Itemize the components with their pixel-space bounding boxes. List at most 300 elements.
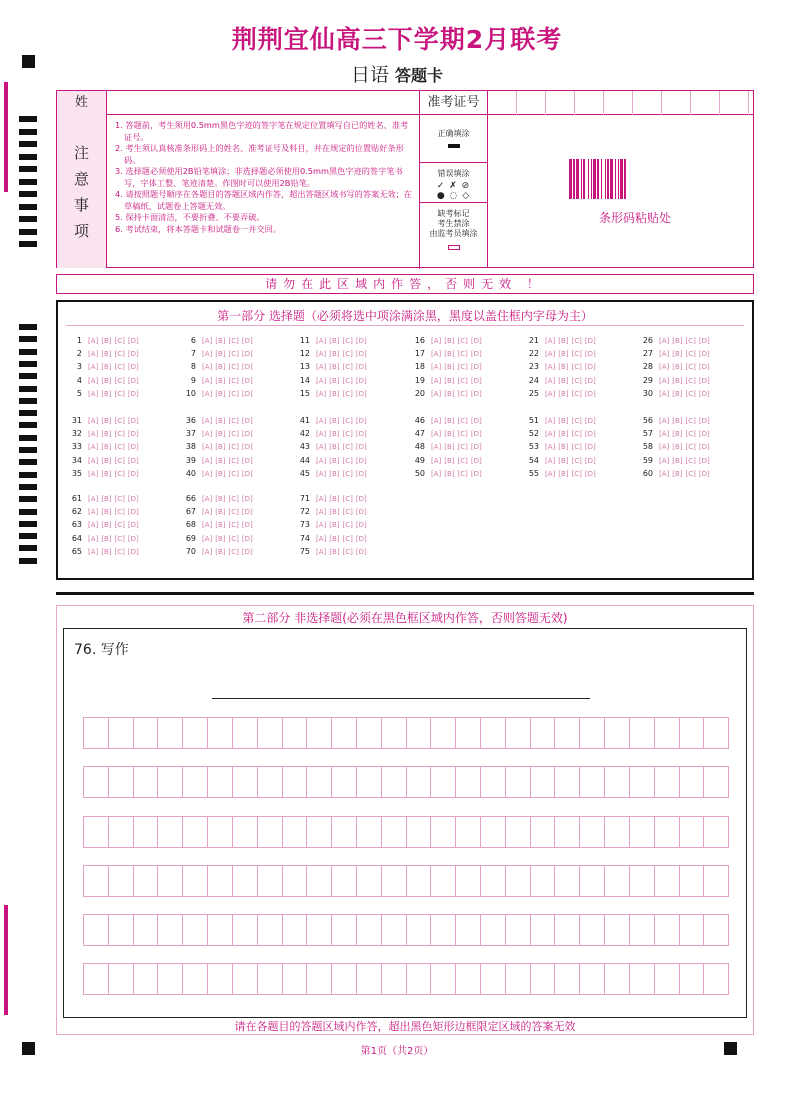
option-bubble[interactable]: [D] — [584, 469, 596, 478]
option-bubble[interactable]: [D] — [241, 508, 253, 517]
option-bubble[interactable]: [B] — [558, 430, 569, 439]
option-bubble[interactable]: [B] — [101, 495, 112, 503]
option-bubble[interactable]: [C] — [685, 376, 696, 385]
option-bubble[interactable]: [B] — [444, 363, 455, 372]
option-bubble[interactable]: [B] — [558, 456, 569, 465]
option-bubble[interactable]: [D] — [698, 456, 710, 465]
writing-cell[interactable] — [233, 866, 258, 896]
option-bubble[interactable]: [B] — [101, 547, 112, 556]
option-bubble[interactable]: [C] — [457, 430, 468, 439]
writing-cell[interactable] — [680, 817, 705, 847]
option-bubble[interactable]: [C] — [571, 350, 582, 359]
option-bubble[interactable]: [B] — [215, 469, 226, 478]
writing-cell[interactable] — [456, 866, 481, 896]
option-bubble[interactable]: [C] — [342, 389, 353, 398]
option-bubble[interactable]: [A] — [659, 469, 670, 478]
option-bubble[interactable]: [A] — [88, 376, 99, 385]
option-bubble[interactable]: [B] — [101, 389, 112, 398]
writing-cell[interactable] — [158, 866, 183, 896]
option-bubble[interactable]: [C] — [571, 417, 582, 425]
option-bubble[interactable]: [D] — [127, 495, 139, 503]
option-bubble[interactable]: [B] — [101, 521, 112, 530]
option-bubble[interactable]: [C] — [571, 430, 582, 439]
option-bubble[interactable]: [A] — [545, 417, 556, 425]
option-bubble[interactable]: [D] — [355, 534, 367, 543]
option-bubble[interactable]: [B] — [101, 417, 112, 425]
option-bubble[interactable]: [B] — [101, 443, 112, 452]
option-bubble[interactable]: [C] — [685, 363, 696, 372]
choice-question[interactable] — [66, 518, 142, 531]
writing-cell[interactable] — [680, 866, 705, 896]
writing-cell[interactable] — [382, 964, 407, 994]
choice-question[interactable] — [523, 334, 599, 347]
option-bubble[interactable]: [D] — [355, 389, 367, 398]
option-bubble[interactable]: [D] — [241, 534, 253, 543]
option-bubble[interactable]: [C] — [342, 469, 353, 478]
choice-question[interactable] — [409, 360, 485, 373]
choice-question[interactable] — [180, 440, 256, 453]
option-bubble[interactable]: [A] — [316, 350, 327, 359]
option-bubble[interactable]: [C] — [571, 443, 582, 452]
option-bubble[interactable]: [B] — [558, 376, 569, 385]
option-bubble[interactable]: [A] — [659, 389, 670, 398]
option-bubble[interactable]: [C] — [228, 495, 239, 503]
option-bubble[interactable]: [C] — [228, 363, 239, 372]
writing-cell[interactable] — [580, 915, 605, 945]
option-bubble[interactable]: [A] — [202, 534, 213, 543]
option-bubble[interactable]: [B] — [101, 337, 112, 345]
writing-cell[interactable] — [357, 866, 382, 896]
writing-cell[interactable] — [183, 817, 208, 847]
choice-question[interactable] — [523, 467, 599, 480]
option-bubble[interactable]: [D] — [241, 547, 253, 556]
writing-cell[interactable] — [407, 915, 432, 945]
option-bubble[interactable]: [B] — [329, 547, 340, 556]
writing-cell[interactable] — [109, 817, 134, 847]
option-bubble[interactable]: [B] — [558, 363, 569, 372]
choice-question[interactable] — [409, 427, 485, 440]
option-bubble[interactable]: [B] — [672, 389, 683, 398]
choice-question[interactable] — [523, 374, 599, 387]
choice-question[interactable] — [66, 347, 142, 360]
option-bubble[interactable]: [B] — [101, 363, 112, 372]
option-bubble[interactable]: [A] — [316, 508, 327, 517]
option-bubble[interactable]: [A] — [88, 337, 99, 345]
option-bubble[interactable]: [A] — [545, 363, 556, 372]
writing-cell[interactable] — [704, 767, 728, 797]
option-bubble[interactable]: [A] — [659, 337, 670, 345]
writing-cell[interactable] — [456, 915, 481, 945]
writing-cell[interactable] — [680, 964, 705, 994]
option-bubble[interactable]: [C] — [228, 376, 239, 385]
option-bubble[interactable]: [D] — [698, 430, 710, 439]
option-bubble[interactable]: [C] — [457, 350, 468, 359]
writing-cell[interactable] — [531, 718, 556, 748]
option-bubble[interactable]: [A] — [431, 363, 442, 372]
option-bubble[interactable]: [B] — [101, 350, 112, 359]
option-bubble[interactable]: [D] — [355, 337, 367, 345]
writing-cell[interactable] — [382, 866, 407, 896]
writing-cell[interactable] — [431, 767, 456, 797]
option-bubble[interactable]: [D] — [584, 363, 596, 372]
option-bubble[interactable]: [D] — [355, 430, 367, 439]
choice-question[interactable] — [180, 427, 256, 440]
option-bubble[interactable]: [B] — [215, 389, 226, 398]
option-bubble[interactable]: [D] — [355, 417, 367, 425]
option-bubble[interactable]: [A] — [316, 430, 327, 439]
writing-cell[interactable] — [283, 915, 308, 945]
option-bubble[interactable]: [B] — [101, 469, 112, 478]
writing-cell[interactable] — [283, 817, 308, 847]
option-bubble[interactable]: [A] — [659, 443, 670, 452]
choice-question[interactable] — [409, 440, 485, 453]
option-bubble[interactable]: [D] — [241, 430, 253, 439]
choice-question[interactable] — [294, 414, 370, 427]
choice-question[interactable] — [523, 387, 599, 400]
choice-question[interactable] — [180, 360, 256, 373]
choice-question[interactable] — [294, 440, 370, 453]
option-bubble[interactable]: [D] — [241, 376, 253, 385]
option-bubble[interactable]: [B] — [558, 337, 569, 345]
option-bubble[interactable]: [A] — [202, 389, 213, 398]
option-bubble[interactable]: [D] — [698, 443, 710, 452]
option-bubble[interactable]: [C] — [342, 534, 353, 543]
option-bubble[interactable]: [A] — [316, 495, 327, 503]
option-bubble[interactable]: [A] — [316, 456, 327, 465]
option-bubble[interactable]: [D] — [241, 417, 253, 425]
option-bubble[interactable]: [D] — [127, 534, 139, 543]
option-bubble[interactable]: [B] — [215, 547, 226, 556]
title-line[interactable] — [212, 698, 590, 699]
writing-cell[interactable] — [555, 718, 580, 748]
writing-cell[interactable] — [158, 817, 183, 847]
option-bubble[interactable]: [D] — [127, 443, 139, 452]
option-bubble[interactable]: [D] — [127, 521, 139, 530]
writing-cell[interactable] — [208, 718, 233, 748]
writing-cell[interactable] — [208, 866, 233, 896]
choice-question[interactable] — [66, 414, 142, 427]
writing-cell[interactable] — [431, 718, 456, 748]
option-bubble[interactable]: [A] — [202, 469, 213, 478]
option-bubble[interactable]: [D] — [127, 508, 139, 517]
option-bubble[interactable]: [A] — [88, 547, 99, 556]
option-bubble[interactable]: [B] — [215, 430, 226, 439]
writing-cell[interactable] — [481, 817, 506, 847]
option-bubble[interactable]: [B] — [101, 376, 112, 385]
option-bubble[interactable]: [A] — [431, 376, 442, 385]
writing-cell[interactable] — [630, 767, 655, 797]
option-bubble[interactable]: [B] — [672, 350, 683, 359]
writing-cell[interactable] — [109, 915, 134, 945]
option-bubble[interactable]: [A] — [431, 337, 442, 345]
writing-cell[interactable] — [655, 817, 680, 847]
option-bubble[interactable]: [D] — [241, 495, 253, 503]
writing-cell[interactable] — [332, 964, 357, 994]
option-bubble[interactable]: [A] — [545, 469, 556, 478]
option-bubble[interactable]: [D] — [698, 350, 710, 359]
option-bubble[interactable]: [C] — [571, 363, 582, 372]
option-bubble[interactable]: [D] — [241, 389, 253, 398]
option-bubble[interactable]: [C] — [342, 521, 353, 530]
choice-question[interactable] — [294, 467, 370, 480]
writing-cell[interactable] — [605, 915, 630, 945]
option-bubble[interactable]: [D] — [470, 469, 482, 478]
option-bubble[interactable]: [A] — [202, 443, 213, 452]
option-bubble[interactable]: [C] — [571, 337, 582, 345]
writing-cell[interactable] — [84, 718, 109, 748]
option-bubble[interactable]: [D] — [127, 456, 139, 465]
option-bubble[interactable]: [A] — [316, 363, 327, 372]
option-bubble[interactable]: [D] — [355, 443, 367, 452]
choice-question[interactable] — [637, 360, 713, 373]
writing-cell[interactable] — [357, 964, 382, 994]
writing-cell[interactable] — [307, 915, 332, 945]
choice-question[interactable] — [523, 454, 599, 467]
option-bubble[interactable]: [C] — [571, 389, 582, 398]
writing-cell[interactable] — [84, 866, 109, 896]
option-bubble[interactable]: [D] — [470, 389, 482, 398]
writing-cell[interactable] — [407, 817, 432, 847]
option-bubble[interactable]: [C] — [685, 350, 696, 359]
option-bubble[interactable]: [A] — [659, 363, 670, 372]
option-bubble[interactable]: [D] — [241, 456, 253, 465]
option-bubble[interactable]: [A] — [659, 456, 670, 465]
option-bubble[interactable]: [A] — [316, 469, 327, 478]
option-bubble[interactable]: [B] — [672, 469, 683, 478]
option-bubble[interactable]: [D] — [470, 350, 482, 359]
option-bubble[interactable]: [C] — [114, 443, 125, 452]
choice-question[interactable] — [409, 467, 485, 480]
writing-cell[interactable] — [332, 718, 357, 748]
writing-cell[interactable] — [506, 767, 531, 797]
writing-cell[interactable] — [580, 767, 605, 797]
option-bubble[interactable]: [C] — [228, 508, 239, 517]
option-bubble[interactable]: [A] — [659, 350, 670, 359]
option-bubble[interactable]: [A] — [202, 495, 213, 503]
choice-question[interactable] — [180, 374, 256, 387]
option-bubble[interactable]: [B] — [558, 417, 569, 425]
choice-question[interactable] — [180, 334, 256, 347]
option-bubble[interactable]: [B] — [329, 389, 340, 398]
choice-question[interactable] — [180, 492, 256, 505]
absent-box[interactable] — [448, 245, 460, 250]
option-bubble[interactable]: [D] — [584, 456, 596, 465]
option-bubble[interactable]: [C] — [114, 337, 125, 345]
option-bubble[interactable]: [D] — [241, 521, 253, 530]
option-bubble[interactable]: [A] — [316, 534, 327, 543]
option-bubble[interactable]: [B] — [444, 376, 455, 385]
choice-question[interactable] — [294, 454, 370, 467]
option-bubble[interactable]: [B] — [444, 350, 455, 359]
option-bubble[interactable]: [B] — [672, 363, 683, 372]
choice-question[interactable] — [409, 414, 485, 427]
option-bubble[interactable]: [C] — [114, 350, 125, 359]
option-bubble[interactable]: [B] — [444, 430, 455, 439]
writing-cell[interactable] — [704, 866, 728, 896]
writing-cell[interactable] — [680, 718, 705, 748]
writing-cell[interactable] — [481, 915, 506, 945]
writing-cell[interactable] — [84, 915, 109, 945]
writing-cell[interactable] — [407, 767, 432, 797]
choice-question[interactable] — [637, 454, 713, 467]
option-bubble[interactable]: [D] — [470, 456, 482, 465]
writing-cell[interactable] — [307, 767, 332, 797]
option-bubble[interactable]: [C] — [342, 430, 353, 439]
option-bubble[interactable]: [B] — [215, 350, 226, 359]
option-bubble[interactable]: [C] — [114, 417, 125, 425]
option-bubble[interactable]: [D] — [355, 376, 367, 385]
option-bubble[interactable]: [D] — [127, 376, 139, 385]
writing-cell[interactable] — [481, 718, 506, 748]
option-bubble[interactable]: [A] — [431, 469, 442, 478]
option-bubble[interactable]: [D] — [355, 456, 367, 465]
writing-cell[interactable] — [84, 817, 109, 847]
writing-cell[interactable] — [134, 964, 159, 994]
option-bubble[interactable]: [D] — [355, 521, 367, 530]
option-bubble[interactable]: [C] — [342, 443, 353, 452]
choice-question[interactable] — [294, 334, 370, 347]
writing-cell[interactable] — [258, 964, 283, 994]
writing-cell[interactable] — [431, 964, 456, 994]
choice-question[interactable] — [409, 374, 485, 387]
writing-cell[interactable] — [655, 767, 680, 797]
option-bubble[interactable]: [D] — [470, 376, 482, 385]
writing-cell[interactable] — [555, 866, 580, 896]
option-bubble[interactable]: [C] — [228, 547, 239, 556]
option-bubble[interactable]: [A] — [88, 363, 99, 372]
option-bubble[interactable]: [D] — [127, 350, 139, 359]
option-bubble[interactable]: [B] — [444, 389, 455, 398]
writing-cell[interactable] — [506, 718, 531, 748]
choice-question[interactable] — [180, 414, 256, 427]
option-bubble[interactable]: [A] — [545, 456, 556, 465]
writing-cell[interactable] — [109, 767, 134, 797]
writing-cell[interactable] — [183, 718, 208, 748]
writing-cell[interactable] — [382, 915, 407, 945]
choice-question[interactable] — [66, 360, 142, 373]
writing-cell[interactable] — [84, 767, 109, 797]
writing-cell[interactable] — [258, 718, 283, 748]
option-bubble[interactable]: [D] — [470, 337, 482, 345]
choice-question[interactable] — [294, 545, 370, 558]
writing-cell[interactable] — [158, 964, 183, 994]
choice-question[interactable] — [409, 334, 485, 347]
option-bubble[interactable]: [D] — [127, 337, 139, 345]
option-bubble[interactable]: [B] — [329, 534, 340, 543]
choice-question[interactable] — [637, 374, 713, 387]
option-bubble[interactable]: [A] — [545, 337, 556, 345]
writing-cell[interactable] — [605, 866, 630, 896]
option-bubble[interactable]: [B] — [215, 508, 226, 517]
choice-question[interactable] — [637, 440, 713, 453]
option-bubble[interactable]: [C] — [114, 495, 125, 503]
writing-cell[interactable] — [431, 866, 456, 896]
option-bubble[interactable]: [B] — [215, 376, 226, 385]
option-bubble[interactable]: [B] — [215, 456, 226, 465]
choice-question[interactable] — [523, 360, 599, 373]
option-bubble[interactable]: [C] — [228, 350, 239, 359]
writing-cell[interactable] — [233, 964, 258, 994]
writing-cell[interactable] — [134, 718, 159, 748]
option-bubble[interactable]: [A] — [316, 417, 327, 425]
choice-question[interactable] — [294, 505, 370, 518]
option-bubble[interactable]: [B] — [672, 430, 683, 439]
option-bubble[interactable]: [C] — [114, 430, 125, 439]
option-bubble[interactable]: [A] — [431, 417, 442, 425]
option-bubble[interactable]: [D] — [127, 430, 139, 439]
choice-question[interactable] — [180, 347, 256, 360]
choice-question[interactable] — [294, 360, 370, 373]
writing-cell[interactable] — [307, 964, 332, 994]
option-bubble[interactable]: [B] — [444, 456, 455, 465]
writing-cell[interactable] — [109, 718, 134, 748]
option-bubble[interactable]: [C] — [457, 389, 468, 398]
option-bubble[interactable]: [A] — [88, 430, 99, 439]
option-bubble[interactable]: [C] — [228, 430, 239, 439]
choice-question[interactable] — [66, 467, 142, 480]
option-bubble[interactable]: [B] — [329, 521, 340, 530]
option-bubble[interactable]: [C] — [457, 376, 468, 385]
option-bubble[interactable]: [A] — [202, 350, 213, 359]
option-bubble[interactable]: [D] — [584, 337, 596, 345]
writing-cell[interactable] — [481, 767, 506, 797]
option-bubble[interactable]: [A] — [316, 389, 327, 398]
option-bubble[interactable]: [C] — [342, 417, 353, 425]
choice-question[interactable] — [409, 387, 485, 400]
option-bubble[interactable]: [C] — [228, 456, 239, 465]
option-bubble[interactable]: [B] — [672, 443, 683, 452]
choice-question[interactable] — [409, 454, 485, 467]
writing-cell[interactable] — [109, 964, 134, 994]
writing-cell[interactable] — [605, 964, 630, 994]
writing-cell[interactable] — [134, 817, 159, 847]
option-bubble[interactable]: [B] — [444, 417, 455, 425]
option-bubble[interactable]: [C] — [114, 363, 125, 372]
writing-cell[interactable] — [283, 964, 308, 994]
option-bubble[interactable]: [A] — [88, 443, 99, 452]
option-bubble[interactable]: [B] — [215, 521, 226, 530]
option-bubble[interactable]: [A] — [202, 547, 213, 556]
option-bubble[interactable]: [C] — [685, 456, 696, 465]
writing-cell[interactable] — [134, 767, 159, 797]
option-bubble[interactable]: [C] — [228, 337, 239, 345]
option-bubble[interactable]: [A] — [545, 389, 556, 398]
option-bubble[interactable]: [D] — [470, 443, 482, 452]
writing-cell[interactable] — [233, 915, 258, 945]
writing-cell[interactable] — [580, 817, 605, 847]
option-bubble[interactable]: [C] — [114, 469, 125, 478]
option-bubble[interactable]: [D] — [241, 337, 253, 345]
writing-cell[interactable] — [407, 866, 432, 896]
writing-cell[interactable] — [531, 915, 556, 945]
option-bubble[interactable]: [B] — [558, 469, 569, 478]
writing-cell[interactable] — [506, 915, 531, 945]
writing-cell[interactable] — [134, 866, 159, 896]
writing-cell[interactable] — [481, 964, 506, 994]
writing-cell[interactable] — [605, 817, 630, 847]
writing-cell[interactable] — [555, 915, 580, 945]
writing-cell[interactable] — [680, 915, 705, 945]
writing-cell[interactable] — [357, 767, 382, 797]
writing-cell[interactable] — [555, 767, 580, 797]
option-bubble[interactable]: [A] — [202, 508, 213, 517]
option-bubble[interactable]: [A] — [545, 430, 556, 439]
choice-question[interactable] — [66, 387, 142, 400]
writing-cell[interactable] — [283, 767, 308, 797]
writing-cell[interactable] — [258, 767, 283, 797]
writing-cell[interactable] — [332, 767, 357, 797]
option-bubble[interactable]: [C] — [457, 363, 468, 372]
